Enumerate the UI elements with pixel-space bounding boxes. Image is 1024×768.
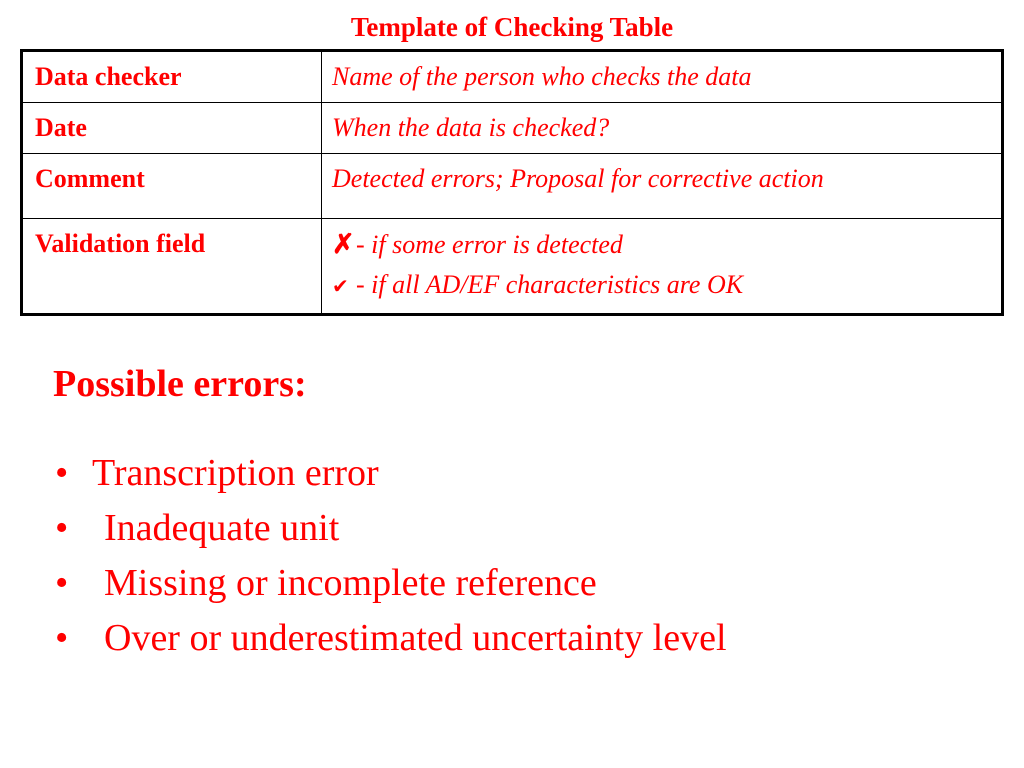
list-item (55, 556, 727, 611)
table-row (22, 219, 1003, 315)
list-item-text: Transcription error (92, 452, 379, 494)
validation-ok-line (332, 270, 989, 302)
row-value-data-checker: Name of the person who checks the data (322, 51, 1003, 103)
possible-errors-list (55, 446, 727, 666)
cross-icon: ✗ (332, 229, 355, 259)
validation-error-text: - if some error is detected (356, 230, 623, 259)
table-row (22, 154, 1003, 219)
row-label-validation-field: Validation field (22, 219, 322, 315)
list-item (55, 446, 727, 501)
list-item (55, 501, 727, 556)
row-label-data-checker: Data checker (22, 51, 322, 103)
row-value-validation-field (322, 219, 1003, 315)
table-row (22, 103, 1003, 154)
bullet-icon: • (55, 562, 69, 604)
check-icon: ✔ (332, 276, 349, 298)
bullet-icon: • (55, 452, 69, 494)
checking-table (20, 49, 1004, 316)
list-item (55, 611, 727, 666)
row-label-date: Date (22, 103, 322, 154)
bullet-icon: • (55, 507, 69, 549)
slide-title: Template of Checking Table (350, 12, 674, 42)
validation-error-line (332, 229, 989, 260)
list-item-text: Inadequate unit (104, 507, 340, 549)
list-item-text: Over or underestimated uncertainty level (104, 617, 727, 659)
table-row (22, 51, 1003, 103)
list-item-text: Missing or incomplete reference (104, 562, 597, 604)
row-label-comment: Comment (22, 154, 322, 219)
validation-ok-text: - if all AD/EF characteristics are OK (356, 270, 744, 299)
row-value-date: When the data is checked? (322, 103, 1003, 154)
possible-errors-heading: Possible errors: (53, 363, 307, 405)
bullet-icon: • (55, 617, 69, 659)
row-value-comment: Detected errors; Proposal for corrective action (322, 154, 1003, 219)
